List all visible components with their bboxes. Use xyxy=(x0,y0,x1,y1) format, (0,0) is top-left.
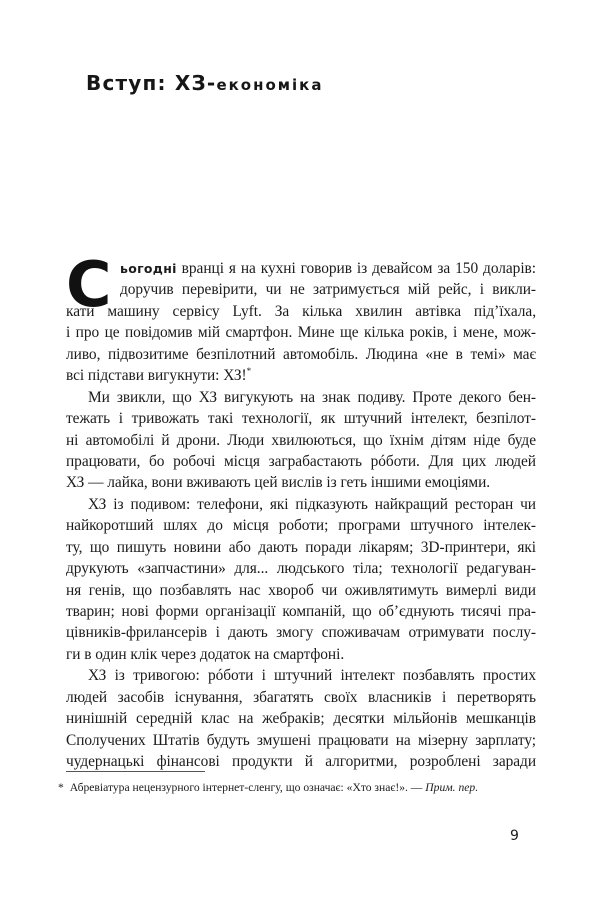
text-line: ливо, підвозитиме безпілотний автомобіль. Людина «не в темі» має xyxy=(66,345,536,363)
chapter-title xyxy=(86,71,323,95)
text-line: людей засобів існування, збагатять своїх власників і перетворять xyxy=(66,688,536,706)
footnote-reference[interactable]: * xyxy=(246,366,252,377)
chapter-title-word: економіка xyxy=(216,76,324,94)
text-line: ХЗ — лайка, вони вживають цей вислів із геть іншими емоціями. xyxy=(66,474,491,492)
body-text xyxy=(66,248,536,773)
text-line: ги в один клік через додаток на смартфоні. xyxy=(66,645,345,663)
footnote-divider xyxy=(66,771,205,772)
lead-word: ьогодні xyxy=(120,261,177,276)
text-line: цівників-фрилансерів і дають змогу споживачам отримувати послу- xyxy=(66,624,536,642)
paragraph-3 xyxy=(66,494,536,666)
text-line: доручив перевірити, чи не затримується мій рейс, і викли- xyxy=(120,281,536,299)
paragraph-1 xyxy=(66,248,536,387)
text-line: ХЗ із тривогою: рóботи і штучний інтелект позбавлять простих xyxy=(88,667,536,685)
drop-cap: С xyxy=(66,248,112,321)
chapter-title-prefix: Вступ: ХЗ- xyxy=(86,71,217,95)
text-line: друкують «запчастини» для... людського тіла; технології редагуван- xyxy=(66,560,536,578)
paragraph-2 xyxy=(66,387,536,494)
footnote-text: Абревіатура нецензурного інтернет-сленгу, що означає: «Хто знає!». — xyxy=(69,781,426,794)
text-line: ХЗ із подивом: телефони, які підказують найкращий ресторан чи xyxy=(88,495,536,513)
text-line: ня генів, що позбавлять нас хвороб чи оживлятимуть вимерлі види xyxy=(66,581,536,599)
text-line: кати машину сервісу Lyft. За кілька хвилин автівка під’їхала, xyxy=(66,302,536,320)
footnote xyxy=(58,781,478,795)
text-line: Ми звикли, що ХЗ вигукують на знак подиву. Проте декого бен- xyxy=(88,388,536,406)
text-line: всі підстави вигукнути: ХЗ!* xyxy=(66,366,252,385)
footnote-mark: * xyxy=(58,781,64,794)
text-line: ту, що пишуть новини або дають поради лікарям; 3D-принтери, які xyxy=(66,538,536,556)
text-line: тежать і тривожать такі технології, як штучний інтелект, безпілот- xyxy=(66,410,536,428)
text-line: і про це повідомив мій смартфон. Мине ще кілька років, і мене, мож- xyxy=(66,324,536,342)
text-line: Сполучених Штатів будуть змушені працювати на мізерну зарплату; xyxy=(66,731,536,749)
page-number: 9 xyxy=(510,828,519,844)
translator-note: Прим. пер. xyxy=(425,781,479,794)
text-line: чудернацькі фінансові продукти й алгоритми, розроблені заради xyxy=(66,753,536,771)
paragraph-4 xyxy=(66,665,536,772)
text-line: нинішній середній клас на жебраків; десятки мільйонів мешканців xyxy=(66,710,536,728)
text-line: найкоротший шлях до місця роботи; програми штучного інтелек- xyxy=(66,517,536,535)
text-line: ьогодні вранці я на кухні говорив із девайсом за 150 доларів: xyxy=(120,260,536,277)
text-line: працювати, бо робочі місця заграбастають рóботи. Для цих людей xyxy=(66,452,536,470)
text-line: ні автомобілі й дрони. Люди хвилюються, що їхнім дітям ніде буде xyxy=(66,431,536,449)
text-line: тварин; нові форми організації компаній, що об’єднують тисячі пра- xyxy=(66,603,536,620)
